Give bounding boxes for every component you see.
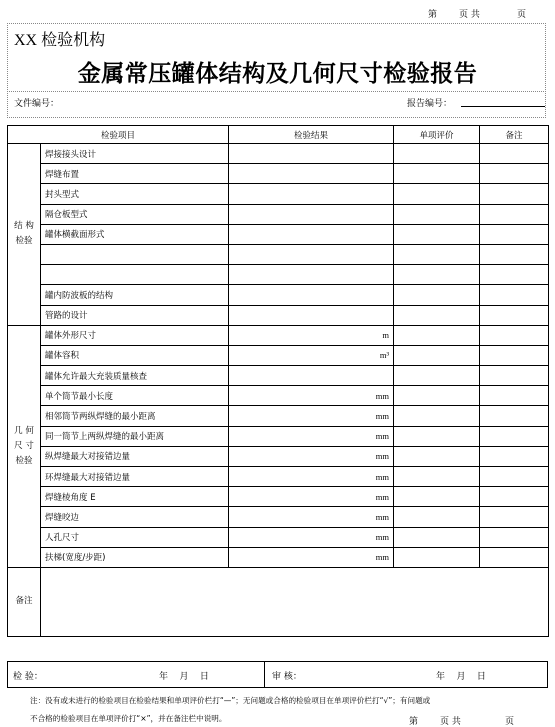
result-cell-unit[interactable]: mm <box>229 446 394 466</box>
geometry-item: 单个筒节最小长度 <box>41 386 229 406</box>
inspect-label: 检 验： <box>13 672 43 682</box>
page-label-bottom-2: 页 共 <box>440 717 461 727</box>
remark-cell[interactable] <box>480 467 549 487</box>
eval-cell[interactable] <box>394 366 480 386</box>
table-row <box>8 527 549 547</box>
structure-item: 罐内防波板的结构 <box>41 285 229 305</box>
result-cell-unit[interactable]: mm <box>229 467 394 487</box>
structure-item: 封头型式 <box>41 184 229 204</box>
result-cell-unit[interactable]: mm <box>229 527 394 547</box>
remarks-label: 备注 <box>8 567 41 636</box>
eval-cell[interactable] <box>394 305 480 325</box>
table-row <box>8 406 549 426</box>
report-no-line <box>461 106 545 107</box>
col-header-result: 检验结果 <box>229 126 394 144</box>
result-cell-unit[interactable]: mm <box>229 487 394 507</box>
table-row <box>8 265 549 285</box>
result-cell[interactable] <box>229 184 394 204</box>
table-row <box>8 164 549 184</box>
structure-item: 焊缝布置 <box>41 164 229 184</box>
page-label-bottom-1: 第 <box>409 717 419 727</box>
result-cell-unit[interactable]: m³ <box>229 345 394 365</box>
eval-cell[interactable] <box>394 547 480 567</box>
structure-item: 焊接接头设计 <box>41 144 229 164</box>
result-cell[interactable] <box>229 204 394 224</box>
table-row <box>8 507 549 527</box>
table-row <box>8 386 549 406</box>
geometry-item: 罐体容积 <box>41 345 229 365</box>
signature-divider <box>264 661 265 688</box>
result-cell-unit[interactable] <box>229 366 394 386</box>
table-row <box>8 366 549 386</box>
eval-cell[interactable] <box>394 244 480 264</box>
geometry-item: 罐体允许最大充装质量核查 <box>41 366 229 386</box>
structure-item: 隔仓板型式 <box>41 204 229 224</box>
eval-cell[interactable] <box>394 184 480 204</box>
geometry-item: 环焊缝最大对接错边量 <box>41 467 229 487</box>
page-label-2: 页 共 <box>459 10 480 20</box>
table-header-row <box>8 126 549 144</box>
table-row <box>8 325 549 345</box>
review-label: 审 核： <box>272 672 302 682</box>
table-row <box>8 305 549 325</box>
eval-cell[interactable] <box>394 204 480 224</box>
eval-cell[interactable] <box>394 325 480 345</box>
remark-cell[interactable] <box>480 386 549 406</box>
table-row <box>8 285 549 305</box>
remark-cell[interactable] <box>480 345 549 365</box>
note-line-1: 注：没有或未进行的检验项目在检验结果和单项评价栏打“—”；无问题或合格的检验项目在单项评价栏打“√”；有问题或 <box>30 696 431 705</box>
geometry-category: 几 何 尺 寸 检验 <box>8 325 41 567</box>
result-cell[interactable] <box>229 305 394 325</box>
remark-cell[interactable] <box>480 305 549 325</box>
remark-cell[interactable] <box>480 547 549 567</box>
eval-cell[interactable] <box>394 164 480 184</box>
geometry-item: 罐体外形尺寸 <box>41 325 229 345</box>
geometry-item: 纵焊缝最大对接错边量 <box>41 446 229 466</box>
geometry-item: 人孔尺寸 <box>41 527 229 547</box>
geometry-item: 焊缝咬边 <box>41 507 229 527</box>
eval-cell[interactable] <box>394 507 480 527</box>
table-row <box>8 345 549 365</box>
report-title: 金属常压罐体结构及几何尺寸检验报告 <box>77 60 478 87</box>
result-cell[interactable] <box>229 244 394 264</box>
eval-cell[interactable] <box>394 265 480 285</box>
review-date: 年 月 日 <box>436 672 486 682</box>
geometry-item: 同一筒节上两纵焊缝的最小距离 <box>41 426 229 446</box>
result-cell[interactable] <box>229 144 394 164</box>
page-label-1: 第 <box>428 10 438 20</box>
file-no-label: 文件编号： <box>14 99 60 109</box>
table-row <box>8 224 549 244</box>
table-row <box>8 487 549 507</box>
eval-cell[interactable] <box>394 467 480 487</box>
remarks-row <box>8 567 549 636</box>
structure-item <box>41 244 229 264</box>
header-divider <box>7 91 546 92</box>
col-header-remark: 备注 <box>480 126 549 144</box>
eval-cell[interactable] <box>394 386 480 406</box>
eval-cell[interactable] <box>394 285 480 305</box>
eval-cell[interactable] <box>394 224 480 244</box>
remark-cell[interactable] <box>480 265 549 285</box>
note-line-2: 不合格的检验项目在单项评价打“×”，并在备注栏中说明。 <box>30 714 227 723</box>
remark-cell[interactable] <box>480 204 549 224</box>
remark-cell[interactable] <box>480 224 549 244</box>
result-cell-unit[interactable]: mm <box>229 386 394 406</box>
structure-item <box>41 265 229 285</box>
eval-cell[interactable] <box>394 527 480 547</box>
eval-cell[interactable] <box>394 426 480 446</box>
geometry-item: 扶梯(宽度/步距) <box>41 547 229 567</box>
remark-cell[interactable] <box>480 285 549 305</box>
structure-item: 管路的设计 <box>41 305 229 325</box>
page-label-3: 页 <box>517 10 527 20</box>
table-row <box>8 204 549 224</box>
remark-cell[interactable] <box>480 406 549 426</box>
remark-cell[interactable] <box>480 164 549 184</box>
table-row <box>8 426 549 446</box>
page-label-bottom-3: 页 <box>505 717 515 727</box>
eval-cell[interactable] <box>394 345 480 365</box>
remark-cell[interactable] <box>480 487 549 507</box>
inspection-table <box>7 125 549 637</box>
geometry-item: 相邻筒节两纵焊缝的最小距离 <box>41 406 229 426</box>
remark-cell[interactable] <box>480 366 549 386</box>
table-row <box>8 244 549 264</box>
remark-cell[interactable] <box>480 184 549 204</box>
eval-cell[interactable] <box>394 144 480 164</box>
table-row <box>8 184 549 204</box>
structure-category: 结 构 检验 <box>8 144 41 326</box>
inspect-date: 年 月 日 <box>159 672 209 682</box>
table-row <box>8 547 549 567</box>
result-cell[interactable] <box>229 285 394 305</box>
remark-cell[interactable] <box>480 446 549 466</box>
col-header-eval: 单项评价 <box>394 126 480 144</box>
result-cell[interactable] <box>229 224 394 244</box>
result-cell[interactable] <box>229 164 394 184</box>
geometry-item: 焊缝棱角度 E <box>41 487 229 507</box>
report-no-label: 报告编号： <box>407 99 453 109</box>
org-name: XX 检验机构 <box>14 32 106 49</box>
remark-cell[interactable] <box>480 527 549 547</box>
remark-cell[interactable] <box>480 507 549 527</box>
result-cell-unit[interactable]: mm <box>229 426 394 446</box>
table-row <box>8 446 549 466</box>
remark-cell[interactable] <box>480 426 549 446</box>
result-cell-unit[interactable]: mm <box>229 547 394 567</box>
remark-cell[interactable] <box>480 144 549 164</box>
eval-cell[interactable] <box>394 487 480 507</box>
result-cell-unit[interactable]: mm <box>229 507 394 527</box>
table-row <box>8 467 549 487</box>
result-cell[interactable] <box>229 265 394 285</box>
structure-item: 罐体横截面形式 <box>41 224 229 244</box>
eval-cell[interactable] <box>394 446 480 466</box>
remark-cell[interactable] <box>480 325 549 345</box>
eval-cell[interactable] <box>394 406 480 426</box>
col-header-item: 检验项目 <box>8 126 229 144</box>
remarks-cell[interactable] <box>41 567 549 636</box>
result-cell-unit[interactable]: mm <box>229 406 394 426</box>
table-row <box>8 144 549 164</box>
remark-cell[interactable] <box>480 244 549 264</box>
result-cell-unit[interactable]: m <box>229 325 394 345</box>
